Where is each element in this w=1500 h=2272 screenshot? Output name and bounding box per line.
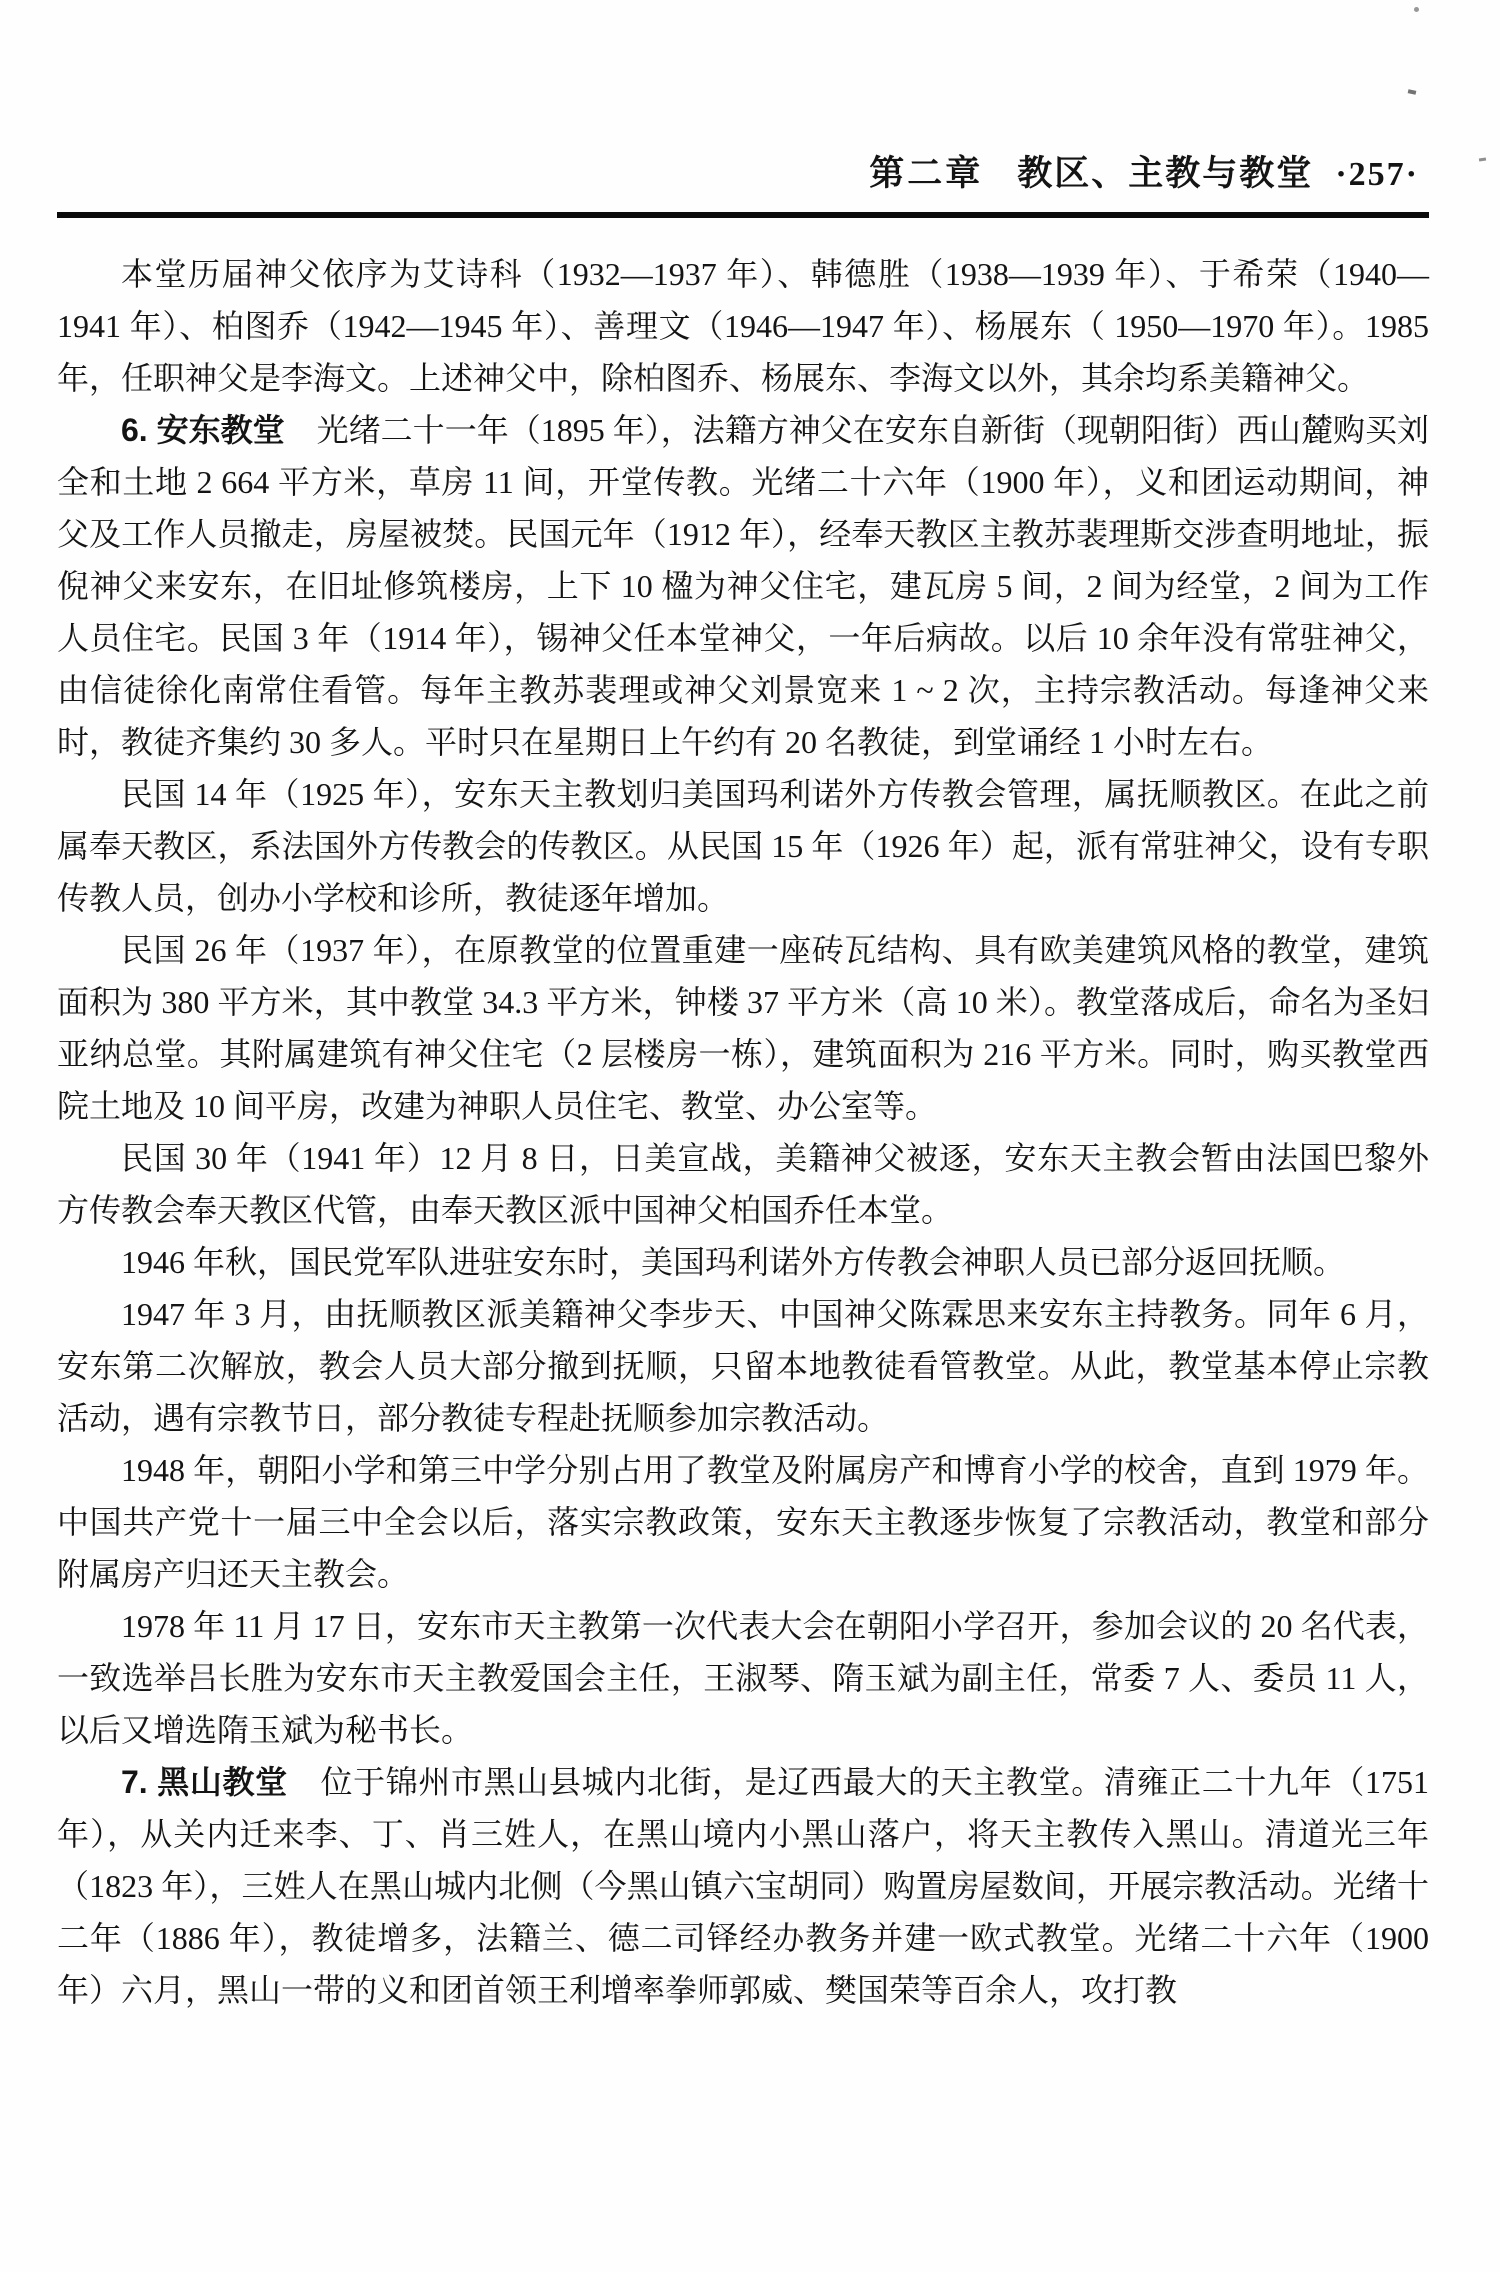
text-block [57, 0, 1429, 2016]
paragraph-text: 光绪二十一年（1895 年），法籍方神父在安东自新街（现朝阳街）西山麓购买刘全和土地 2 664 平方米，草房 11 间，开堂传教。光绪二十六年（1900 年），义和团运动期间，神父及工作人员撤走，房屋被焚。民国元年（1912 年），经奉天教区主教苏裴理斯交涉查明地址，振倪神父来安东，在旧址修筑楼房，上下 10 楹为神父住宅，建瓦房 5 间，2 间为经堂，2 间为工作人员住宅。民国 3 年（1914 年），锡神父任本堂神父，一年后病故。以后 10 余年没有常驻神父，由信徒徐化南常住看管。每年主教苏裴理或神父刘景宽来 1 ~ 2 次，主持宗教活动。每逢神父来时，教徒齐集约 30 多人。平时只在星期日上午约有 20 名教徒，到堂诵经 1 小时左右。 [57, 412, 1429, 760]
paragraph-text: 本堂历届神父依序为艾诗科（1932—1937 年）、韩德胜（1938—1939 年）、于希荣（1940—1941 年）、柏图乔（1942—1945 年）、善理文（1946—1947 年）、杨展东（ 1950—1970 年）。1985 年，任职神父是李海文。上述神父中，除柏图乔、杨展东、李海文以外，其余均系美籍神父。 [57, 256, 1429, 396]
header-rule [57, 212, 1429, 218]
paragraph-heishan-church [57, 1756, 1429, 2016]
paragraph-1948-1979 [57, 1444, 1429, 1600]
scan-artifact [1479, 158, 1486, 162]
paragraph-text: 民国 14 年（1925 年），安东天主教划归美国玛利诺外方传教会管理，属抚顺教区。在此之前属奉天教区，系法国外方传教会的传教区。从民国 15 年（1926 年）起，派有常驻神父，设有专职传教人员，创办小学校和诊所，教徒逐年增加。 [57, 776, 1429, 916]
paragraph-text: 1978 年 11 月 17 日，安东市天主教第一次代表大会在朝阳小学召开，参加会议的 20 名代表，一致选举吕长胜为安东市天主教爱国会主任，王淑琴、隋玉斌为副主任，常委 7 人、委员 11 人，以后又增选隋玉斌为秘书长。 [57, 1608, 1429, 1748]
paragraph-1937-rebuild [57, 924, 1429, 1132]
page-body [57, 248, 1429, 2016]
paragraph-lead-andong: 6. 安东教堂 [121, 412, 285, 448]
paragraph-1925-transfer [57, 768, 1429, 924]
paragraph-1947 [57, 1288, 1429, 1444]
paragraph-priests-list [57, 248, 1429, 404]
page-header [57, 0, 1429, 196]
paragraph-lead-heishan: 7. 黑山教堂 [121, 1764, 288, 1800]
paragraph-text: 民国 26 年（1937 年），在原教堂的位置重建一座砖瓦结构、具有欧美建筑风格的教堂，建筑面积为 380 平方米，其中教堂 34.3 平方米，钟楼 37 平方米（高 10 米）。教堂落成后，命名为圣妇亚纳总堂。其附属建筑有神父住宅（2 层楼房一栋），建筑面积为 216 平方米。同时，购买教堂西院土地及 10 间平房，改建为神职人员住宅、教堂、办公室等。 [57, 932, 1429, 1124]
paragraph-text: 1947 年 3 月，由抚顺教区派美籍神父李步天、中国神父陈霖思来安东主持教务。同年 6 月，安东第二次解放，教会人员大部分撤到抚顺，只留本地教徒看管教堂。从此，教堂基本停止宗教活动，遇有宗教节日，部分教徒专程赴抚顺参加宗教活动。 [57, 1296, 1429, 1436]
paragraph-text: 1948 年，朝阳小学和第三中学分别占用了教堂及附属房产和博育小学的校舍，直到 1979 年。中国共产党十一届三中全会以后，落实宗教政策，安东天主教逐步恢复了宗教活动，教堂和部分附属房产归还天主教会。 [57, 1452, 1429, 1592]
paragraph-1946 [57, 1236, 1429, 1288]
paragraph-andong-church [57, 404, 1429, 768]
paragraph-text: 1946 年秋，国民党军队进驻安东时，美国玛利诺外方传教会神职人员已部分返回抚顺。 [121, 1244, 1346, 1280]
paragraph-text: 民国 30 年（1941 年）12 月 8 日，日美宣战，美籍神父被逐，安东天主教会暂由法国巴黎外方传教会奉天教区代管，由奉天教区派中国神父柏国乔任本堂。 [57, 1140, 1429, 1228]
chapter-title: 第二章 [869, 154, 984, 193]
page-number: ·257· [1335, 156, 1419, 193]
paragraph-text: 位于锦州市黑山县城内北街，是辽西最大的天主教堂。清雍正二十九年（1751 年），从关内迁来李、丁、肖三姓人，在黑山境内小黑山落户，将天主教传入黑山。清道光三年（1823 年），三姓人在黑山城内北侧（今黑山镇六宝胡同）购置房屋数间，开展宗教活动。光绪十二年（1886 年），教徒增多，法籍兰、德二司铎经办教务并建一欧式教堂。光绪二十六年（1900 年）六月，黑山一带的义和团首领王利增率拳师郭威、樊国荣等百余人，攻打教 [57, 1764, 1429, 2008]
paragraph-1978-congress [57, 1600, 1429, 1756]
paragraph-1941-war [57, 1132, 1429, 1236]
section-title: 教区、主教与教堂 [1017, 154, 1314, 193]
